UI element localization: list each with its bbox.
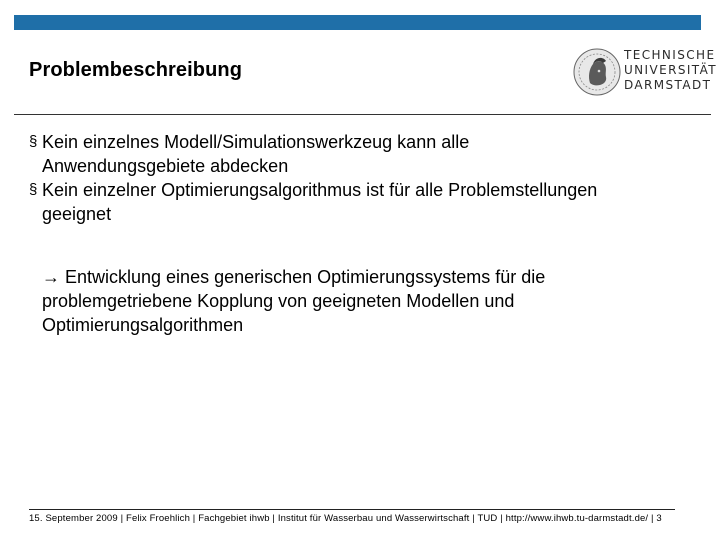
bullet-list [29, 130, 699, 226]
conclusion-line: problemgetriebene Kopplung von geeigneten Modellen und [42, 291, 515, 311]
bullet-text-line: Kein einzelnes Modell/Simulationswerkzeug kann alle [42, 132, 470, 152]
bullet-text-line: Anwendungsgebiete abdecken [42, 156, 289, 176]
footer-divider [29, 509, 675, 510]
tu-darmstadt-logo [566, 44, 717, 100]
bullet-text-line: Kein einzelner Optimierungsalgorithmus ist für alle Problemstellungen [42, 180, 598, 200]
bullet-item [29, 130, 699, 178]
logo-wordmark [624, 48, 717, 93]
slide-title: Problembeschreibung [29, 59, 243, 81]
bullet-item [29, 178, 699, 226]
athena-seal-icon [572, 47, 622, 97]
bullet-marker: § [29, 133, 38, 150]
conclusion-line: → Entwicklung eines generischen Optimierungssystems für die [42, 267, 546, 287]
conclusion-text [42, 265, 682, 337]
bullet-text-line: geeignet [42, 204, 112, 224]
logo-line-2: UNIVERSITÄT [624, 63, 717, 77]
header-color-bar [14, 15, 701, 30]
logo-line-1: TECHNISCHE [624, 48, 716, 62]
conclusion-line: Optimierungsalgorithmen [42, 315, 244, 335]
logo-line-3: DARMSTADT [624, 78, 712, 92]
slide-footer: 15. September 2009 | Felix Froehlich | Fachgebiet ihwb | Institut für Wasserbau und Wasserwirtschaft | TUD | http://www.ihwb.tu-darmstadt.de/ | 3 [29, 513, 662, 524]
bullet-marker: § [29, 181, 38, 198]
header-divider [14, 114, 711, 115]
